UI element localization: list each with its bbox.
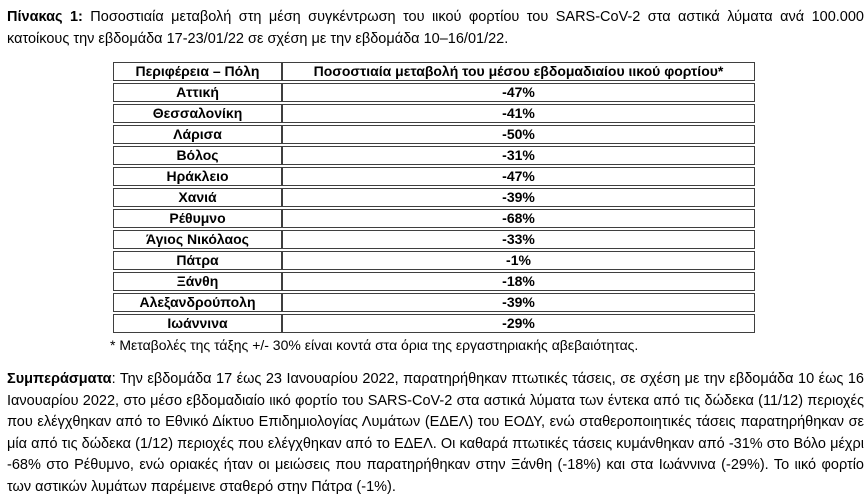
table-row	[113, 104, 755, 123]
region-cell: Ρέθυμνο	[113, 209, 282, 228]
table-caption	[7, 6, 864, 50]
table-header-row	[113, 62, 755, 81]
viral-load-table	[113, 60, 755, 335]
table-row	[113, 167, 755, 186]
value-cell: -18%	[282, 272, 755, 291]
value-cell: -39%	[282, 293, 755, 312]
table-caption-text: Ποσοστιαία μεταβολή στη μέση συγκέντρωση του ιικού φορτίου του SARS-CoV-2 στα αστικά λύματα ανά 100.000 κατοίκους την εβδομάδα 17-23/01/22 σε σχέση με την εβδομάδα 10–16/01/22.	[7, 9, 864, 47]
table-row	[113, 83, 755, 102]
value-cell: -33%	[282, 230, 755, 249]
region-cell: Χανιά	[113, 188, 282, 207]
value-cell: -47%	[282, 83, 755, 102]
table-row	[113, 209, 755, 228]
table-row	[113, 272, 755, 291]
region-cell: Άγιος Νικόλαος	[113, 230, 282, 249]
table-caption-label: Πίνακας 1:	[7, 9, 83, 25]
region-column-header: Περιφέρεια – Πόλη	[113, 62, 282, 81]
table-row	[113, 293, 755, 312]
table-row	[113, 125, 755, 144]
region-cell: Βόλος	[113, 146, 282, 165]
region-cell: Πάτρα	[113, 251, 282, 270]
table-footnote: * Μεταβολές της τάξης +/- 30% είναι κοντά στα όρια της εργαστηριακής αβεβαιότητας.	[110, 337, 639, 353]
conclusions-paragraph	[7, 369, 864, 496]
value-cell: -29%	[282, 314, 755, 333]
region-cell: Ιωάννινα	[113, 314, 282, 333]
region-cell: Αλεξανδρούπολη	[113, 293, 282, 312]
region-cell: Θεσσαλονίκη	[113, 104, 282, 123]
table-row	[113, 314, 755, 333]
conclusions-label: Συμπεράσματα	[7, 371, 112, 387]
value-cell: -1%	[282, 251, 755, 270]
value-cell: -39%	[282, 188, 755, 207]
table-body	[113, 83, 755, 333]
value-cell: -68%	[282, 209, 755, 228]
region-cell: Λάρισα	[113, 125, 282, 144]
table-row	[113, 146, 755, 165]
value-cell: -41%	[282, 104, 755, 123]
region-cell: Αττική	[113, 83, 282, 102]
change-column-header: Ποσοστιαία μεταβολή του μέσου εβδομαδιαίου ιικού φορτίου*	[282, 62, 755, 81]
table-row	[113, 188, 755, 207]
table-row	[113, 251, 755, 270]
table-row	[113, 230, 755, 249]
value-cell: -47%	[282, 167, 755, 186]
region-cell: Ηράκλειο	[113, 167, 282, 186]
conclusions-text: : Την εβδομάδα 17 έως 23 Ιανουαρίου 2022, παρατηρήθηκαν πτωτικές τάσεις, σε σχέση με την εβδομάδα 10 έως 16 Ιανουαρίου 2022, στο μέσο εβδομαδιαίο ιικό φορτίο του SARS-CoV-2 στα αστικά λύματα των έντεκα από τις δώδεκα (11/12) περιοχές που ελέγχθηκαν από το Εθνικό Δίκτυο Επιδημιολογίας Λυμάτων (ΕΔΕΛ) του ΕΟΔΥ, ενώ σταθεροποιητικές τάσεις παρατηρήθηκαν σε μία από τις δώδεκα (1/12) περιοχές που ελέγχθηκαν από το ΕΔΕΛ. Οι καθαρά πτωτικές τάσεις κυμάνθηκαν από -31% στο Βόλο μέχρι -68% στο Ρέθυμνο, ενώ οριακές ήταν οι μειώσεις που παρατηρήθηκαν στην Ξάνθη (-18%) και στα Ιωάννινα (-29%). Το ιικό φορτίο των αστικών λυμάτων παρέμεινε σταθερό στην Πάτρα (-1%).	[7, 371, 864, 495]
value-cell: -31%	[282, 146, 755, 165]
region-cell: Ξάνθη	[113, 272, 282, 291]
value-cell: -50%	[282, 125, 755, 144]
